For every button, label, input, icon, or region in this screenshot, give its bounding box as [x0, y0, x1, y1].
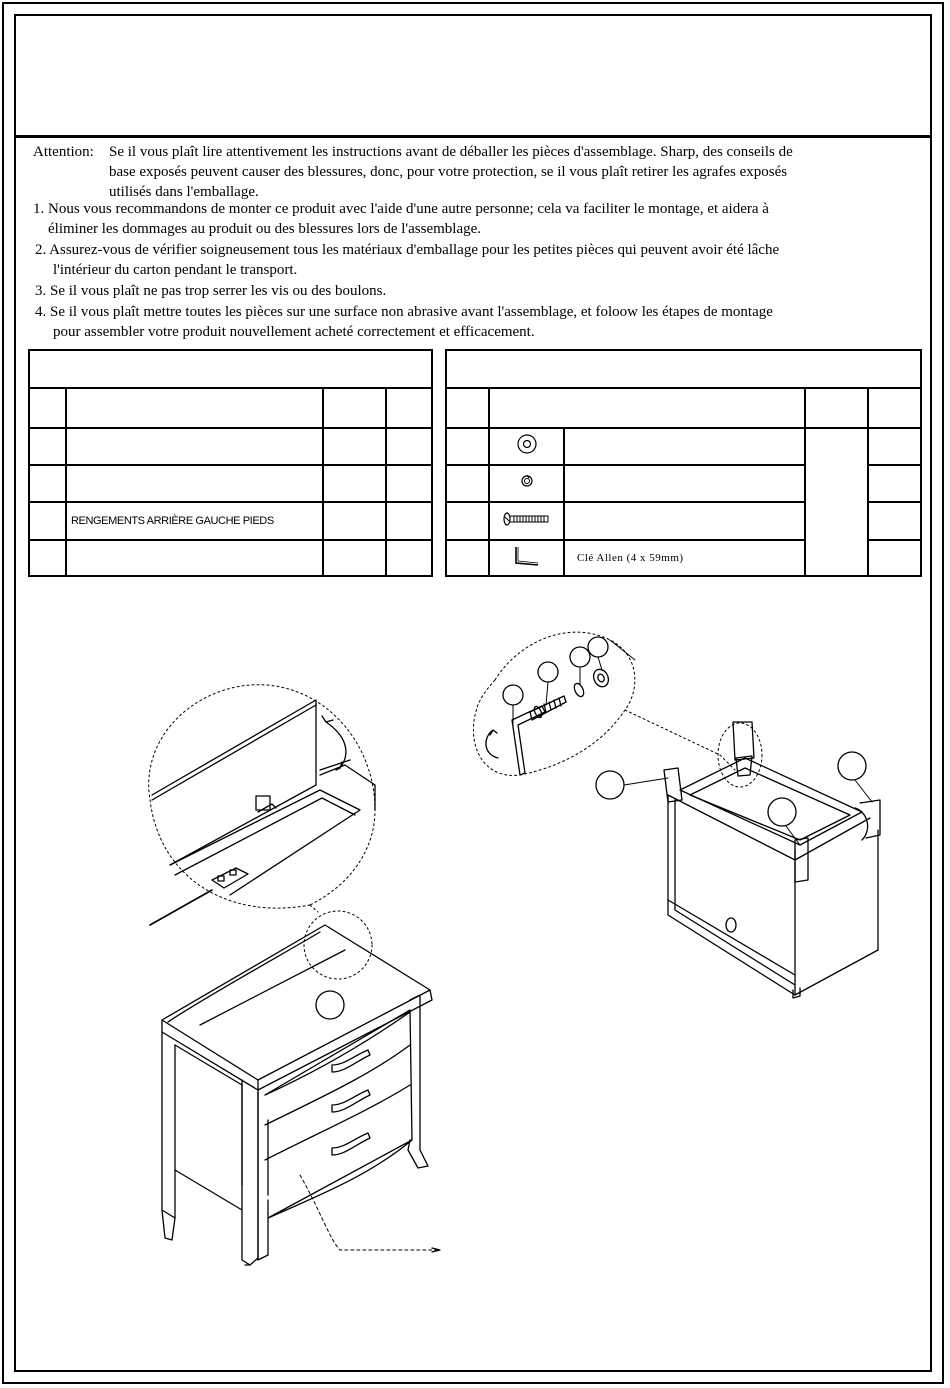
hardware-callout [473, 632, 735, 775]
instruction-4: 4. Se il vous plaît mettre toutes les pièces sur une surface non abrasive avant l'assemblage, et foloow les étapes de montage [35, 304, 773, 320]
instruction-3: 3. Se il vous plaît ne pas trop serrer les vis ou des boulons. [35, 283, 387, 299]
attention-line-3: utilisés dans l'emballage. [109, 184, 259, 200]
attention-label: Attention: [33, 144, 94, 160]
part-label-rear-left-legs: RENGEMENTS ARRIÈRE GAUCHE PIEDS [66, 502, 323, 540]
lid-detail-callout [149, 685, 375, 925]
allen-key-label: Clé Allen (4 x 59mm) [564, 540, 805, 576]
instruction-1-cont: éliminer les dommages au produit ou des blessures lors de l'assemblage. [48, 221, 482, 237]
instruction-2-cont: l'intérieur du carton pendant le transport. [53, 262, 298, 278]
attention-line-2: base exposés peuvent causer des blessures, donc, pour votre protection, se il vous plaît retirer les agrafes exposés [109, 164, 788, 180]
nightstand-drawing [162, 925, 440, 1265]
attention-line-1: Se il vous plaît lire attentivement les instructions avant de déballer les pièces d'assemblage. Sharp, des conseils de [109, 144, 793, 160]
cabinet-upside-down-drawing [596, 722, 880, 998]
instruction-2: 2. Assurez-vous de vérifier soigneusement tous les matériaux d'emballage pour les petites pièces qui peuvent avoir été lâche [35, 242, 780, 258]
instruction-1: 1. Nous vous recommandons de monter ce produit avec l'aide d'une autre personne; cela va faciliter le montage, et aidera à [33, 201, 769, 217]
instruction-4-cont: pour assembler votre produit nouvellement acheté correctement et efficacement. [53, 324, 535, 340]
